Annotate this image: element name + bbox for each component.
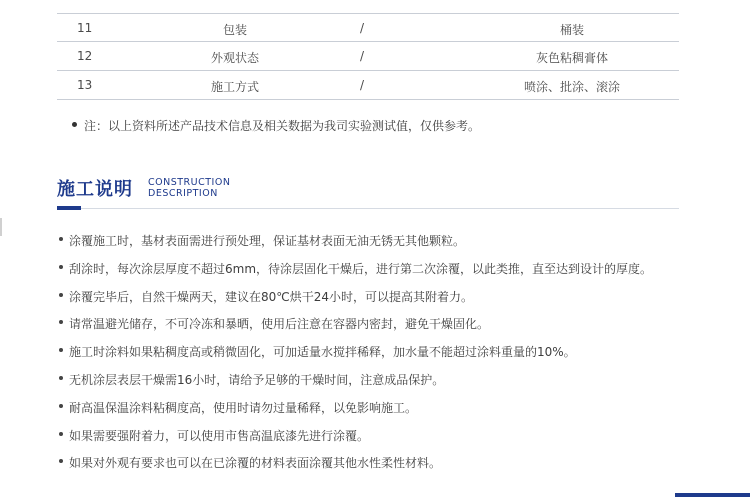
row-number: 13 bbox=[77, 78, 93, 92]
list-item-text: 如果对外观有要求也可以在已涂覆的材料表面涂覆其他水性柔性材料。 bbox=[69, 456, 442, 471]
list-item bbox=[59, 343, 699, 371]
list-item-text: 涂覆施工时，基材表面需进行预处理，保证基材表面无油无锈无其他颗粒。 bbox=[69, 234, 466, 248]
section-title: 施工说明 bbox=[57, 179, 133, 200]
row-item: 施工方式 bbox=[210, 80, 259, 94]
row-value: 桶装 bbox=[559, 23, 584, 37]
bullet-dot-icon bbox=[59, 459, 63, 463]
list-item-text: 施工时涂料如果粘稠度高或稍微固化，可加适量水搅拌稀释，加水量不能超过涂料重量的10%。 bbox=[69, 345, 576, 360]
list-item bbox=[59, 232, 699, 260]
list-item bbox=[59, 399, 699, 427]
bullet-dot-icon bbox=[59, 265, 63, 269]
list-item-text: 耐高温保温涂料粘稠度高，使用时请勿过量稀释，以免影响施工。 bbox=[69, 400, 418, 415]
list-item-text: 请常温避光储存，不可冷冻和暴晒，使用后注意在容器内密封，避免干燥固化。 bbox=[69, 317, 490, 332]
bullet-dot-icon bbox=[59, 376, 63, 380]
list-item-text: 如果需要强附着力，可以使用市售高温底漆先进行涂覆。 bbox=[69, 428, 370, 443]
bullet-dot-icon bbox=[59, 293, 63, 297]
section-subtitle bbox=[148, 177, 230, 199]
bullet-dot-icon bbox=[72, 122, 77, 127]
list-item bbox=[59, 260, 699, 288]
list-item-text: 刮涂时，每次涂层厚度不超过6mm，待涂层固化干燥后，进行第二次涂覆，以此类推，直至达到设计的厚度。 bbox=[69, 261, 653, 276]
list-item bbox=[59, 315, 699, 343]
bullet-dot-icon bbox=[59, 320, 63, 324]
table-row bbox=[57, 71, 679, 100]
spec-table bbox=[57, 13, 679, 100]
section-accent-bar bbox=[57, 206, 81, 210]
bullet-dot-icon bbox=[59, 237, 63, 241]
instruction-list bbox=[59, 232, 699, 482]
scroll-edge-marker bbox=[0, 218, 2, 236]
row-number: 12 bbox=[77, 49, 93, 63]
footer-accent-bar bbox=[675, 493, 750, 497]
row-standard: / bbox=[359, 49, 365, 63]
bullet-dot-icon bbox=[59, 432, 63, 436]
section-divider bbox=[57, 208, 679, 209]
list-item-text: 涂覆完毕后，自然干燥两天，建议在80℃烘干24小时，可以提高其附着力。 bbox=[69, 289, 474, 304]
bullet-dot-icon bbox=[59, 404, 63, 408]
list-item bbox=[59, 454, 699, 482]
row-number: 11 bbox=[77, 21, 93, 35]
row-value: 灰色粘稠膏体 bbox=[535, 51, 608, 65]
list-item-text: 无机涂层表层干燥需16小时，请给予足够的干燥时间，注意成品保护。 bbox=[69, 372, 445, 387]
section-subtitle-line-1: CONSTRUCTION bbox=[148, 177, 231, 188]
table-row bbox=[57, 42, 679, 71]
table-row bbox=[57, 13, 679, 42]
row-item: 包装 bbox=[222, 23, 247, 37]
list-item bbox=[59, 371, 699, 399]
list-item bbox=[59, 427, 699, 455]
disclaimer-note bbox=[84, 117, 480, 134]
row-standard: / bbox=[359, 21, 365, 35]
row-item: 外观状态 bbox=[210, 51, 259, 65]
section-subtitle-line-2: DESCRIPTION bbox=[148, 188, 218, 199]
bullet-dot-icon bbox=[59, 348, 63, 352]
row-value: 喷涂、批涂、滚涂 bbox=[523, 80, 620, 94]
row-standard: / bbox=[359, 78, 365, 92]
note-text: 注：以上资料所述产品技术信息及相关数据为我司实验测试值，仅供参考。 bbox=[84, 119, 481, 133]
list-item bbox=[59, 288, 699, 316]
